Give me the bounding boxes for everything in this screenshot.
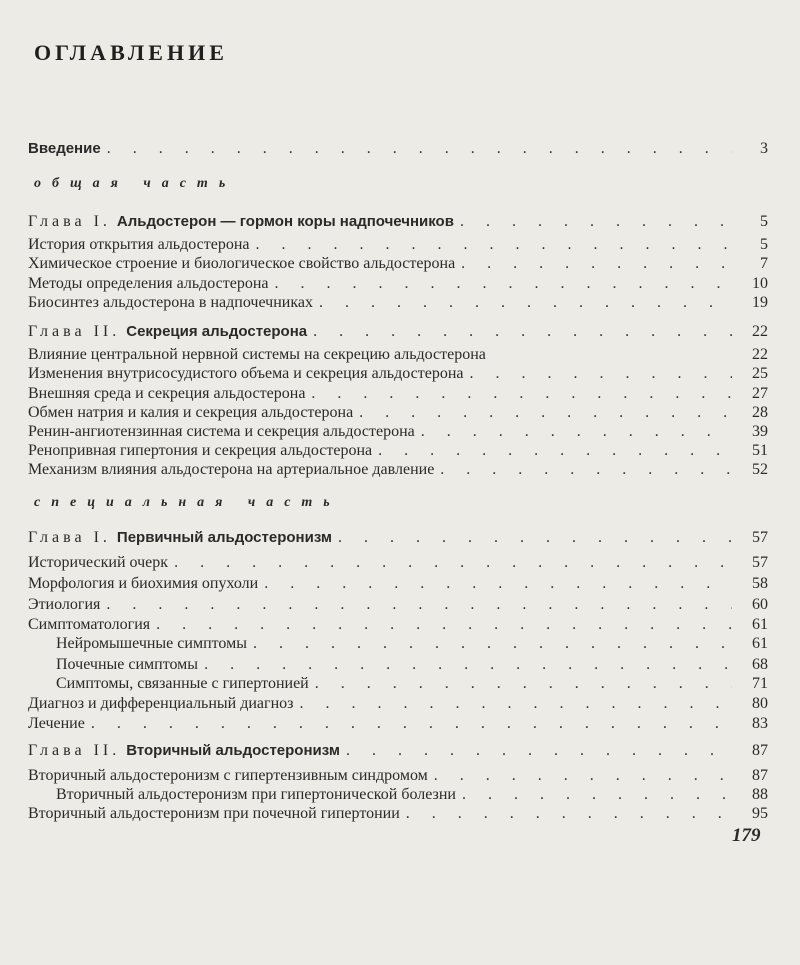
chapter-prefix: Глава I. [28, 213, 111, 230]
leader-dots [470, 363, 733, 385]
page-number: 3 [760, 140, 768, 157]
page-number: 52 [752, 461, 768, 478]
page-number: 10 [752, 275, 768, 292]
entry-text: Ренопривная гипертония и секреция альдостерона [28, 442, 373, 459]
page-number: 95 [752, 805, 768, 822]
chapter-prefix: Глава II. [28, 742, 121, 759]
entry-text: Обмен натрия и калия и секреция альдостерона [28, 404, 354, 421]
chapter-title: Вторичный альдостеронизм [126, 742, 340, 759]
entry-text: Симптомы, связанные с гипертонией [56, 675, 309, 692]
toc-chapter-heading [28, 527, 768, 549]
leader-dots [91, 713, 732, 735]
entry-text: Исторический очерк [28, 554, 169, 571]
toc-entry [56, 673, 768, 695]
leader-dots [107, 138, 732, 160]
entry-text: История открытия альдостерона [28, 236, 250, 253]
entry-text: Морфология и биохимия опухоли [28, 575, 259, 592]
leader-dots [319, 292, 732, 314]
page-number: 80 [752, 695, 768, 712]
entry-text: Ренин-ангиотензинная система и секреция альдостерона [28, 423, 415, 440]
page-number: 57 [752, 529, 768, 546]
part-heading-special: специальная часть [34, 495, 341, 510]
page-number: 22 [752, 323, 768, 340]
page-number: 22 [752, 346, 768, 363]
page-number: 39 [752, 423, 768, 440]
leader-dots [315, 673, 732, 695]
leader-dots [253, 633, 732, 655]
toc-chapter-heading [28, 211, 768, 233]
toc-entry [28, 363, 768, 385]
page-number: 61 [752, 616, 768, 633]
toc-entry [28, 693, 768, 715]
chapter-prefix: Глава II. [28, 323, 121, 340]
toc-entry [56, 633, 768, 655]
entry-text: Почечные симптомы [56, 656, 199, 673]
toc-entry [28, 292, 768, 314]
leader-dots [106, 594, 732, 616]
page-title: ОГЛАВЛЕНИЕ [34, 40, 228, 65]
leader-dots [461, 253, 732, 275]
chapter-prefix: Глава I. [28, 529, 111, 546]
leader-dots [299, 693, 732, 715]
toc-entry [28, 713, 768, 735]
toc-chapter-heading [28, 740, 768, 762]
entry-text: Химическое строение и биологическое свойство альдостерона [28, 255, 456, 272]
entry-text: Нейромышечные симптомы [56, 635, 247, 652]
leader-dots [460, 211, 732, 233]
page-number: 88 [752, 786, 768, 803]
leader-dots [264, 573, 732, 595]
page-number: 58 [752, 575, 768, 592]
toc-entry-intro [28, 138, 768, 160]
toc-entry [28, 573, 768, 595]
page-number: 83 [752, 715, 768, 732]
toc-entry [28, 594, 768, 616]
page-number: 5 [760, 213, 768, 230]
page-number: 60 [752, 596, 768, 613]
page-number: 51 [752, 442, 768, 459]
toc-entry [28, 552, 768, 574]
folio-page-number: 179 [732, 825, 761, 846]
leader-dots [313, 321, 732, 343]
page-number: 57 [752, 554, 768, 571]
entry-text: Вторичный альдостеронизм при гипертонической болезни [56, 786, 456, 803]
page-number: 19 [752, 294, 768, 311]
toc-entry [28, 253, 768, 275]
page-number: 61 [752, 635, 768, 652]
leader-dots [406, 803, 732, 825]
leader-dots [338, 527, 732, 549]
entry-text: Вторичный альдостеронизм с гипертензивным синдромом [28, 767, 428, 784]
entry-text: Вторичный альдостеронизм при почечной гипертонии [28, 805, 400, 822]
page-number: 7 [760, 255, 768, 272]
page-number: 71 [752, 675, 768, 692]
leader-dots [440, 459, 732, 481]
entry-text: Диагноз и дифференциальный диагноз [28, 695, 294, 712]
chapter-title: Альдостерон — гормон коры надпочечников [116, 213, 454, 230]
toc-chapter-heading [28, 321, 768, 343]
page-number: 5 [760, 236, 768, 253]
chapter-title: Секреция альдостерона [126, 323, 308, 340]
chapter-title: Первичный альдостеронизм [116, 529, 332, 546]
leader-dots [346, 740, 732, 762]
page-number: 25 [752, 365, 768, 382]
entry-text: Механизм влияния альдостерона на артериальное давление [28, 461, 435, 478]
page-number: 68 [752, 656, 768, 673]
entry-text: Биосинтез альдостерона в надпочечниках [28, 294, 313, 311]
entry-text: Симптоматология [28, 616, 151, 633]
page-number: 28 [752, 404, 768, 421]
entry-text: Изменения внутрисосудистого объема и секреция альдостерона [28, 365, 464, 382]
page-number: 27 [752, 385, 768, 402]
entry-text: Этиология [28, 596, 101, 613]
toc-entry [28, 459, 768, 481]
entry-text: Влияние центральной нервной системы на секрецию альдостерона [28, 346, 486, 363]
entry-text: Внешняя среда и секреция альдостерона [28, 385, 306, 402]
entry-text: Лечение [28, 715, 85, 732]
page-number: 87 [752, 767, 768, 784]
entry-text: Введение [28, 140, 101, 157]
leader-dots [174, 552, 732, 574]
page-number: 87 [752, 742, 768, 759]
toc-entry [28, 803, 768, 825]
entry-text: Методы определения альдостерона [28, 275, 269, 292]
part-heading-general: общая часть [34, 176, 237, 191]
